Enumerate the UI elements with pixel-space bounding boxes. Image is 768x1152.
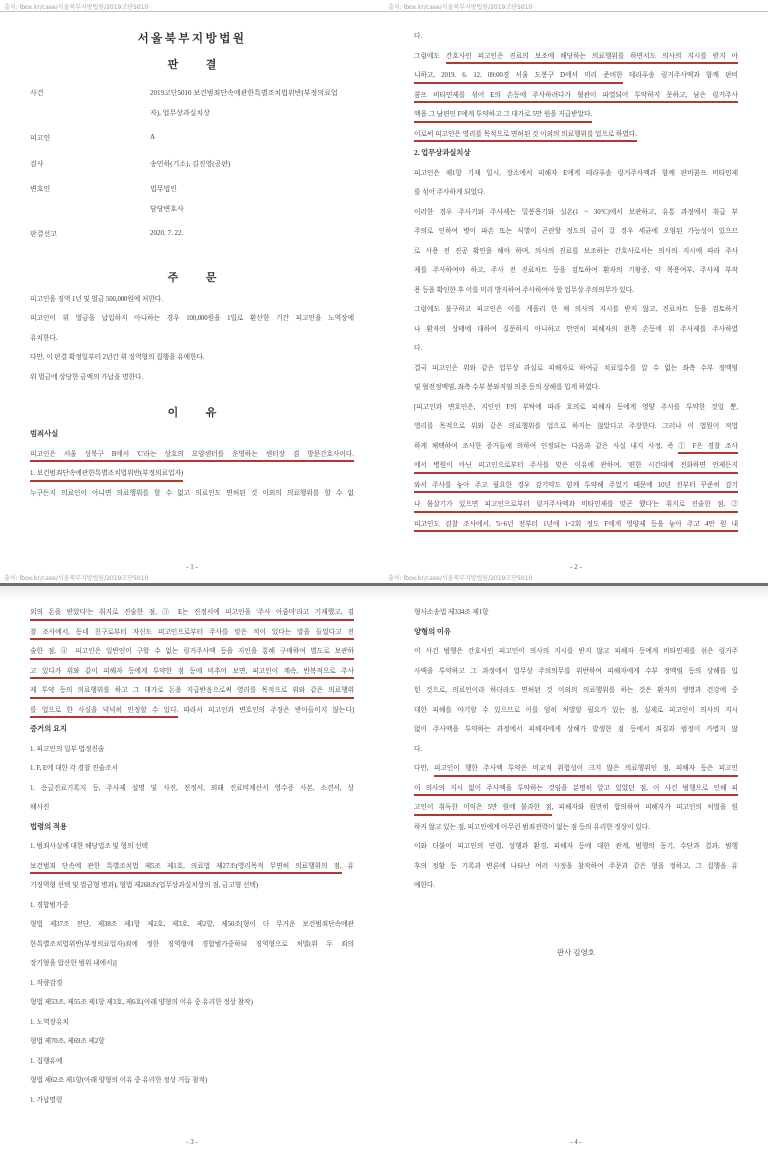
- spacer: [30, 46, 354, 56]
- page-3-content: [0, 600, 384, 1113]
- text-line: [414, 606, 738, 626]
- text-line: [414, 801, 738, 821]
- spacer: [30, 72, 354, 88]
- text-segment: 다만, 이 판결 확정일부터 2년간 위 징역형의 집행을 유예한다.: [30, 354, 205, 361]
- source-watermark: 출처: lbox.kr/case/서울북부지방법원/2019고단5010: [4, 4, 149, 11]
- text-segment: 해사진: [30, 804, 50, 811]
- red-underlined-text: 고인이 취득한 이익은 5만 원에 불과한 점: [414, 804, 552, 816]
- field-value-line: 담당변호사: [150, 204, 184, 213]
- text-segment: [피고인과 변호인은, 지인인 F의 부탁에 따라 호의로 피해자 등에게 영양 주사를 투약한 것일 뿐,: [414, 403, 738, 411]
- text-line: [414, 840, 738, 860]
- text-line: [414, 225, 738, 245]
- text-segment: 법령의 적용: [30, 821, 67, 831]
- text-segment: 1. 작량감경: [30, 979, 63, 987]
- field-value-line: 2020. 7. 22.: [150, 229, 184, 237]
- red-underlined-text: 피고인이 행한 주사액 투약은 비교적 위험성이 크지 않은 의료행위인 점, 피해자 등은 피고인: [434, 765, 738, 777]
- spacer: [30, 420, 354, 428]
- text-segment: 힌 것으로, 의료인이라 하더라도 면허된 것 이외의 의료행위를 하는 것은 환자의 생명과 건강에 중: [414, 687, 738, 694]
- text-line: [414, 743, 738, 763]
- text-segment: 피고인은 제1항 기재 일시, 장소에서 피해자 E에게 테라푸솔 링거주사액과 함께 판비콤프 비타민제: [414, 169, 738, 177]
- text-line: [414, 167, 738, 187]
- text-line: [414, 684, 738, 704]
- red-underlined-text: 외의 돈을 받았다'는 취지로 진술한 점, ③ E는 진정서에 피고인을 '주사 아줌마'라고 기재했고, 검: [30, 609, 354, 621]
- text-line: [30, 428, 354, 448]
- text-line: [30, 645, 354, 665]
- page-4: [384, 600, 768, 1152]
- text-line: [30, 312, 354, 332]
- text-segment: 하지 않고 있는 점, 피고인에게 아무런 범죄전력이 없는 점 등의 유리한 정상이 있다.: [414, 823, 650, 831]
- text-line: [30, 487, 354, 507]
- source-watermark: 출처: lbox.kr/case/서울북부지방법원/2019고단5010: [4, 575, 149, 582]
- red-underlined-text: 피고인은 서울 성북구 B에서 'C'라는 상호의 요양센터를 운영하는 센터장 겸 방문간호사이다.: [30, 451, 354, 463]
- field-value: [150, 133, 354, 153]
- red-underlined-text: 1. 보건범죄단속에관한특별조치법위반(부정의료업자): [30, 470, 183, 482]
- text-segment: 1. 집행유예: [30, 1057, 63, 1065]
- text-segment: 1. 경합범가중: [30, 901, 69, 909]
- text-line: [30, 957, 354, 977]
- page-number: - 1 -: [186, 563, 198, 571]
- text-segment: 나 환자의 상태에 대하여 질문하지 아니하고 만연히 피해자의 왼쪽 손등에 위 주사제를 주사하였: [414, 325, 738, 333]
- case-info-table: [30, 88, 354, 249]
- red-underlined-text: 찰 조사에서, 동네 친구로부터 자신도 피고인으로부터 주사를 맞은 적이 있다는 말을 들었다고 진: [30, 629, 354, 641]
- red-underlined-text: 이 의사의 지시 없이 주사액을 투약하는 것임을 분명히 알고 있었던 점, 이 사건 범행으로 인해 피: [414, 785, 738, 797]
- text-segment: 이러한 경우 주사기와 주사제는 밀봉용기와 실온(1 ~ 30°C)에서 보관하고, 유통 과정에서 취급 부: [414, 208, 738, 216]
- text-segment: 형법 제53조, 제55조 제1항 제3호, 제6호(아래 양형의 이유 중 유리한 정상 참작): [30, 999, 253, 1006]
- text-line: [30, 665, 354, 685]
- text-line: [30, 938, 354, 958]
- spacer: [30, 390, 354, 404]
- text-line: [30, 467, 354, 487]
- text-segment: 1. F, E에 대한 각 경찰 진술조서: [30, 765, 118, 772]
- section-heading: 판 결: [167, 59, 217, 71]
- red-underlined-text: 피고인도 검찰 조사에서, '5~6년 전부터 1년에 1~2회 정도 F에게 영양제 등을 놓아 주고 4만 원 내: [414, 521, 738, 533]
- text-line: [414, 626, 738, 646]
- text-line: [30, 606, 354, 626]
- text-segment: 용 등을 확인한 후 이를 미리 방지하여 주사하여야 할 업무상 주의의무가 있다.: [414, 286, 634, 294]
- page-2: [384, 12, 768, 583]
- text-segment: 그럼에도 불구하고 피고인은 이를 게을리 한 채 의사의 지시를 받지 않고, 진료차트 등을 검토하거: [414, 306, 738, 313]
- text-segment: 따라서 피고인과 변호인의 주장은 받아들이지 않는다]: [178, 706, 354, 714]
- text-segment: 2. 업무상과실치상: [414, 148, 471, 157]
- page-1-content: [0, 12, 384, 506]
- text-line: [30, 801, 354, 821]
- text-segment: 한특별조치법위반(부정의료업자)죄에 정한 징역형에 경합범가중하되 징역형으로 처벌(위 두 죄의: [30, 940, 354, 948]
- case-info-row: [30, 133, 354, 153]
- red-underlined-text: 간호사인 피고인은 진료의 보조에 해당하는 의료행위를 하면서도 의사의 지시를 받지 아: [446, 53, 738, 65]
- text-line: [414, 860, 738, 880]
- text-segment: 를 섞어 주사하게 되었다.: [414, 189, 486, 196]
- text-segment: 다만,: [414, 765, 434, 772]
- text-segment: 대한 피해를 야기할 수 있으므로 이를 엄히 처벌할 필요가 있는 점, 실제로 피고인이 의사의 지시: [414, 706, 738, 714]
- text-line: [30, 743, 354, 763]
- spacer: [30, 255, 354, 269]
- text-line: [414, 645, 738, 665]
- page-2-content: [384, 12, 768, 537]
- red-underlined-text: 고 있다가 위와 같이 피해자 등에게 투약한 점 등에 비추어 보면, 피고인이 계속, 반복적으로 주사: [30, 668, 354, 680]
- red-underlined-text: 나 몸살기가 있으면 피고인으로부터 링거주사액과 비타민제를 맞곤 했다'는 취지로 진술한 점, ②: [414, 501, 738, 513]
- field-value-line: 2019고단5010 보건범죄단속에관한특별조치법위반(부정의료업: [150, 89, 338, 97]
- text-line: [30, 782, 354, 802]
- text-line: [414, 206, 738, 226]
- page-3: [0, 600, 384, 1152]
- text-segment: 주의로 인하여 병이 파손 또는 식별이 곤란할 정도의 금이 갈 경우 세균에 오염된 가능성이 있으므: [414, 228, 738, 235]
- text-line: [414, 518, 738, 538]
- page-4-content: [384, 600, 768, 966]
- page-1: [0, 12, 384, 583]
- case-info-row: [30, 88, 354, 127]
- text-line: [414, 128, 738, 148]
- text-line: [30, 332, 354, 352]
- judge-signature: 판사 김영호: [556, 947, 596, 957]
- text-segment: 영리를 목적으로 위와 같은 의료행위를 업으로 하지는 않았다고 주장한다. 그러나 이 법원이 적법: [414, 423, 738, 430]
- text-line: [30, 704, 354, 724]
- section-heading: 이 유: [167, 407, 217, 419]
- text-line: [414, 479, 738, 499]
- text-line: [414, 723, 738, 743]
- text-segment: 양형의 이유: [414, 626, 451, 636]
- text-line: [30, 448, 354, 468]
- text-line: [414, 245, 738, 265]
- text-line: [414, 186, 738, 206]
- text-line: [414, 665, 738, 685]
- field-value: [150, 88, 354, 127]
- field-value: [150, 184, 354, 223]
- text-line: [30, 1016, 354, 1036]
- text-line: [414, 879, 738, 899]
- text-line: [414, 147, 738, 167]
- text-segment: 그럼에도: [414, 52, 446, 60]
- text-segment: 후의 정황 등 기록과 변론에 나타난 여러 사정을 참작하여 주문과 같은 형을 정하고, 그 집행을 유: [414, 862, 738, 870]
- text-segment: 이 사건 범행은 간호사인 피고인이 의사의 지시를 받지 않고 피해자 등에게 비타민제를 섞은 링거주: [414, 648, 738, 655]
- red-underlined-text: 액을 그 남편인 F에게 투약하고 그 대가로 5만 원을 지급받았다.: [414, 111, 592, 123]
- red-underlined-text: 콤프 비타민제를 섞어 E의 손등에 주사하려다가 혈관이 파열되어 투약하지 못하고, 남은 링거주사: [414, 92, 738, 104]
- text-line: [30, 351, 354, 371]
- text-line: [30, 899, 354, 919]
- text-line: [30, 918, 354, 938]
- spacer: [414, 899, 738, 947]
- text-line: [30, 1094, 354, 1114]
- text-segment: 장기형을 합산한 범위 내에서)]: [30, 960, 117, 967]
- text-segment: 형법 제62조 제1항(아래 양형의 이유 중 유리한 정상 거듭 참작): [30, 1077, 208, 1084]
- text-segment: 유: [341, 862, 354, 870]
- case-info-row: [30, 184, 354, 223]
- field-value-line: A: [150, 133, 156, 141]
- text-segment: 1. 피고인의 일부 법정진술: [30, 745, 105, 753]
- court-name: 서울북부지방법원: [137, 33, 247, 45]
- text-segment: 제를 주사하여야 하고, 주사 전 진료차트 등을 검토하여 환자의 기왕증, 약 복용여부, 주사제 부작: [414, 267, 738, 274]
- text-line: [30, 1055, 354, 1075]
- text-line: [414, 782, 738, 802]
- page-number: - 2 -: [570, 563, 582, 571]
- text-segment: 형법 제70조, 제69조 제2항: [30, 1038, 105, 1045]
- text-line: [414, 362, 738, 382]
- field-value-line: 자), 업무상과실치상: [150, 108, 210, 117]
- text-segment: 기징역형 선택 및 벌금형 병과), 형법 제268조(업무상과실치상의 점, 금고형 선택): [30, 882, 258, 889]
- text-segment: 이와 더불어 피고인의 연령, 성행과 환경, 피해자 등에 대한 관계, 범행의 동기, 수단과 결과, 범행: [414, 843, 738, 850]
- text-line: [414, 762, 738, 782]
- red-underlined-text: 술한 점, ④ 피고인은 일반인이 구할 수 없는 링거주사액 등을 지인을 통해 구매하여 별도로 보관하: [30, 648, 354, 660]
- text-segment: 범죄사실: [30, 429, 59, 438]
- text-segment: 피고인을 징역 1년 및 벌금 500,000원에 처한다.: [30, 295, 163, 303]
- text-segment: 누구든지 의료인이 아니면 의료행위를 할 수 없고 의료인도 면허된 것 이외의 의료행위를 할 수 없: [30, 489, 354, 497]
- section-heading: 주 문: [167, 271, 217, 284]
- page-number: - 3 -: [186, 1138, 198, 1146]
- text-line: [30, 293, 354, 313]
- text-segment: 증거의 요지: [30, 724, 67, 733]
- text-segment: 하게 채택하여 조사한 증거들에 의하여 인정되는 다음과 같은 사실 내지 사정, 즉: [414, 442, 679, 450]
- text-line: [30, 1035, 354, 1055]
- text-line: [414, 89, 738, 109]
- text-line: [414, 50, 738, 70]
- text-segment: 다.: [414, 345, 423, 352]
- text-line: [414, 264, 738, 284]
- text-line: [414, 30, 738, 50]
- text-segment: 1. 가납명령: [30, 1096, 63, 1104]
- text-line: [30, 723, 354, 743]
- text-line: [414, 498, 738, 518]
- field-value: [150, 159, 354, 179]
- page-separator-band: [0, 583, 768, 600]
- source-watermark: 출처: lbox.kr/case/서울북부지방법원/2019고단5010: [388, 575, 533, 582]
- text-segment: 형법 제37조 전단, 제38조 제1항 제2호, 제3호, 제2항, 제50조[형이 더 무거운 보건범죄단속에관: [30, 921, 354, 928]
- text-line: [414, 108, 738, 128]
- field-value-line: 법무법인: [150, 185, 178, 193]
- text-segment: 형사소송법 제334조 제1항: [414, 609, 489, 616]
- red-underlined-text: 에서 병원이 아닌 피고인으로부터 주사를 맞은 이유에 관하여, '편한 시간대에 전화하면 언제든지: [414, 462, 738, 474]
- text-line: [414, 821, 738, 841]
- text-line: [30, 996, 354, 1016]
- text-segment: 예한다.: [414, 882, 435, 889]
- text-segment: 1. 응급진료기록지 등, 주사제 설명 및 사진, 진정서, 외래 진료비계산서 영수증 사본, 소견서, 상: [30, 784, 354, 792]
- text-segment: 다.: [414, 745, 423, 753]
- red-underlined-text: 니하고, 2019. 6. 12. 09:00경 서울 도봉구 D에서 미리 준비한: [414, 72, 623, 84]
- red-underlined-text: 이로써 피고인은 영리를 목적으로 면허된 것 이외의 의료행위를 업으로 하였다.: [414, 131, 637, 143]
- text-segment: 유치한다.: [30, 334, 58, 342]
- field-value-line: 송민하(기소), 김진영(공판): [150, 159, 231, 168]
- text-segment: 로 사용 전 진공 확인을 해야 하며, 의사의 진료를 보조하는 간호사로서는 의사의 지시에 따라 주사: [414, 247, 738, 255]
- red-underlined-text: ① F은 경찰 조사: [678, 443, 738, 455]
- text-segment: 및 혈전정맥염, 좌측 수부 봉와직염 의증 등의 상해를 입게 하였다.: [414, 384, 600, 391]
- text-segment: 1. 노역장유치: [30, 1018, 69, 1026]
- text-line: [30, 626, 354, 646]
- red-underlined-text: 제 투약 등의 의료행위를 하고 그 대가로 돈을 지급받음으로써 영리를 목적으로 위와 같은 의료행위: [30, 687, 354, 699]
- text-segment: , 피해자와 원만히 합의하여 피해자가 피고인의 처벌을 원: [551, 804, 738, 811]
- text-line: [30, 821, 354, 841]
- text-line: [414, 323, 738, 343]
- text-segment: 위 벌금에 상당한 금액의 가납을 명한다.: [30, 373, 144, 381]
- red-underlined-text: 와서 주사를 놓아 주고 필요한 경우 감기약도 함께 투약해 주었기 때문에 10년 전부터 꾸준히 감기: [414, 482, 738, 494]
- text-segment: 1. 범죄사실에 대한 해당법조 및 형의 선택: [30, 843, 148, 850]
- text-segment: 없이 주사액을 투약하는 과정에서 피해자에게 상해가 발생한 점 등에서 죄질과 범정이 가볍지 않: [414, 726, 738, 733]
- case-info-row: [30, 159, 354, 179]
- text-line: [30, 684, 354, 704]
- text-line: [414, 69, 738, 89]
- text-segment: 결국 피고인은 위와 같은 업무상 과실로 피해자로 하여금 치료일수를 알 수 없는 좌측 수부 정맥염: [414, 364, 738, 372]
- text-line: [30, 371, 354, 391]
- spacer: [30, 285, 354, 293]
- field-label: 판결선고: [30, 230, 58, 238]
- source-watermark: 출처: lbox.kr/case/서울북부지방법원/2019고단5010: [388, 4, 533, 11]
- text-line: [414, 401, 738, 421]
- text-segment: 사액을 투약하고 그 과정에서 업무상 주의의무를 위반하여 피해자에게 수부 정맥염 등의 상해를 입: [414, 667, 738, 675]
- text-line: [414, 420, 738, 440]
- field-label: 피고인: [30, 134, 51, 142]
- text-segment: 테라푸솔 링거주사액과 함께 판비: [622, 72, 738, 79]
- text-line: [30, 977, 354, 997]
- text-line: [414, 440, 738, 460]
- text-line: [414, 459, 738, 479]
- text-line: [30, 840, 354, 860]
- text-line: [414, 381, 738, 401]
- field-value: [150, 229, 354, 249]
- text-line: [414, 303, 738, 323]
- red-underlined-text: 를 업으로 한 사실을 넉넉히 인정할 수 있다.: [30, 707, 178, 719]
- text-line: [30, 879, 354, 899]
- text-line: [30, 1074, 354, 1094]
- field-label: 변호인: [30, 185, 51, 193]
- text-line: [414, 704, 738, 724]
- field-label: 검사: [30, 159, 44, 168]
- text-line: [414, 284, 738, 304]
- text-segment: 다.: [414, 33, 423, 40]
- field-label: 사건: [30, 89, 44, 97]
- text-line: [30, 860, 354, 880]
- text-segment: 피고인이 위 벌금을 납입하지 아니하는 경우 100,000원을 1일로 환산한 기간 피고인을 노역장에: [30, 315, 354, 322]
- text-line: [30, 762, 354, 782]
- case-info-row: [30, 229, 354, 249]
- text-line: [414, 342, 738, 362]
- page-number: - 4 -: [570, 1138, 582, 1146]
- red-underlined-text: 보건범죄 단속에 관한 특별조치법 제5조 제1호, 의료법 제27조(영리목적 무면허 의료행위의 점,: [30, 863, 342, 875]
